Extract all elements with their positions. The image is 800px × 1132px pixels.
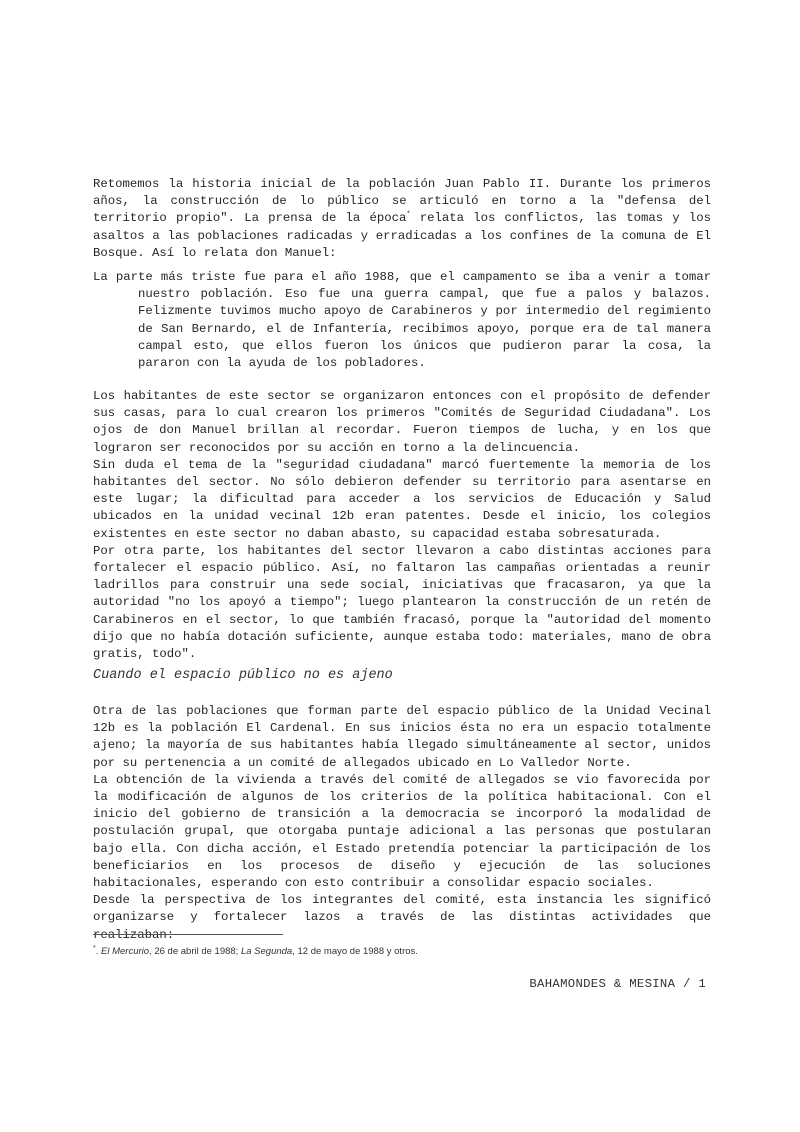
- body-paragraph: Otra de las poblaciones que forman parte del espacio público de la Unidad Vecinal 12b es la población El Cardenal. En sus inicios ésta no era un espacio totalmente ajeno; la mayoría de sus habitantes había llegado simultáneamente al sector, unidos por su pertenencia a un comité de allegados ubicado en Lo Valledor Norte.: [93, 704, 711, 770]
- cardenal-section: [93, 703, 711, 944]
- footnote-text: , 12 de mayo de 1988 y otros.: [292, 946, 418, 957]
- footnote-marker: *: [93, 944, 96, 952]
- footnote-source: La Segunda: [240, 946, 293, 957]
- body-paragraph: La obtención de la vivienda a través del comité de allegados se vio favorecida por la modificación de algunos de los criterios de la política habitacional. Con el inicio del gobierno de transición a la democracia se incorporó la modalidad de postulación grupal, que otorgaba puntaje adicional a las personas que postularan bajo ella. Con dicha acción, el Estado pretendía potenciar la participación de los beneficiarios en los procesos de diseño y ejecución de las soluciones habitacionales, esperando con esto contribuir a consolidar espacio sociales.: [93, 772, 711, 891]
- footnote-divider: [93, 934, 283, 935]
- intro-text-continued: relata los conflictos, las tomas y los asaltos a las poblaciones radicadas y erradicadas a los confines de la comuna de El Bosque. Así lo relata don Manuel:: [93, 211, 711, 260]
- body-paragraph: Desde la perspectiva de los integrantes del comité, esta instancia les significó organizarse y fortalecer lazos a través de las distintas actividades que realizaban:: [93, 893, 711, 942]
- page-footer: BAHAMONDES & MESINA / 1: [529, 977, 706, 991]
- footnote-source: El Mercurio: [101, 946, 150, 957]
- security-section: [93, 388, 711, 663]
- intro-text: Retomemos la historia inicial de la población Juan Pablo II. Durante los primeros años, la construcción de lo público se articuló en torno a la "defensa del territorio propio". La prensa de la época: [93, 177, 711, 226]
- footnote: *. El Mercurio, 26 de abril de 1988; La Segunda, 12 de mayo de 1988 y otros.: [93, 944, 418, 957]
- testimony-quote: La parte más triste fue para el año 1988, que el campamento se iba a venir a tomar nuestro población. Eso fue una guerra campal, que fue a palos y balazos. Felizmente tuvimos mucho apoyo de Carabineros y por intermedio del regimiento de San Bernardo, el de Infantería, recibimos apoyo, porque era de tal manera campal esto, que ellos fueron los únicos que pudieron parar la cosa, la pararon con la ayuda de los pobladores.: [93, 270, 711, 371]
- footnote-text: , 26 de abril de 1988;: [149, 946, 241, 957]
- body-paragraph: Por otra parte, los habitantes del sector llevaron a cabo distintas acciones para fortalecer el espacio público. Así, no faltaron las campañas orientadas a reunir ladrillos para construir una sede social, iniciativas que fracasaron, ya que la autoridad "no los apoyó a tiempo"; luego plantearon la construcción de un retén de Carabineros en el sector, lo que también fracasó, porque la "autoridad del momento dijo que no había dotación suficiente, aunque estaba todo: materiales, mano de obra gratis, todo".: [93, 543, 711, 662]
- footnote-marker: *: [406, 211, 411, 220]
- section-heading: Cuando el espacio público no es ajeno: [93, 668, 393, 683]
- body-paragraph: Los habitantes de este sector se organizaron entonces con el propósito de defender sus casas, para lo cual crearon los primeros "Comités de Seguridad Ciudadana". Los ojos de don Manuel brillan al recordar. Fueron tiempos de lucha, y en los que lograron ser reconocidos por su acción en torno a la delincuencia.: [93, 389, 711, 455]
- body-paragraph: Sin duda el tema de la "seguridad ciudadana" marcó fuertemente la memoria de los habitantes del sector. No sólo debieron defender su territorio para asentarse en este lugar; la dificultad para acceder a los servicios de Educación y Salud ubicados en la unidad vecinal 12b eran patentes. Desde el inicio, los colegios existentes en este sector no daban abasto, su capacidad estaba sobresaturada.: [93, 457, 711, 541]
- intro-paragraph: [93, 176, 711, 262]
